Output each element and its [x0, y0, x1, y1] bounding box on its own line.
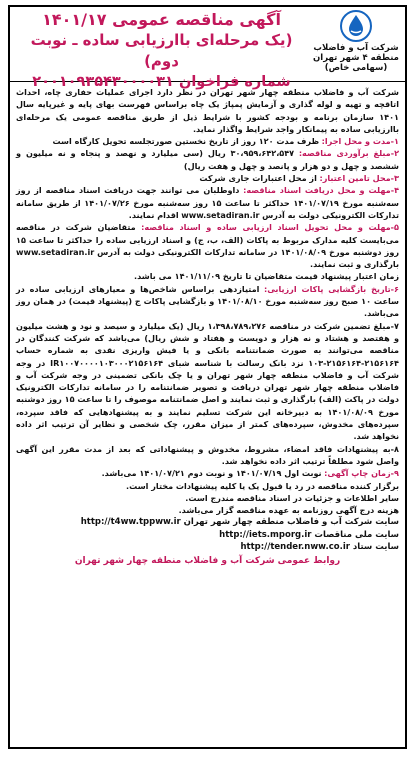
item-4-tail: اقدام نمایند. [128, 209, 179, 220]
validity-note: زمان اعتبار پیشنهاد قیمت متقاضیان تا تاریخ ۱۴۰۱/۱۱/۰۹ می باشد. [134, 271, 399, 282]
site-3-label: سایت ستاد [352, 541, 399, 552]
site-3-url[interactable]: http://tender.nww.co.ir [240, 541, 350, 552]
item-4-text: داوطلبان می توانند جهت دریافت اسناد مناقصه از روز سه‌شنبه مورخ ۱۴۰۱/۰۷/۱۹ حداکثر تا ساعت ۱۵ روز سه‌شنبه مورخ ۱۴۰۱/۰۷/۲۶ از طریق سامانه تدارکات الکترونیکی دولت به آدرس [16, 185, 399, 220]
item-5 [16, 221, 399, 270]
item-4-label: ۴-مهلت و محل دریافت اسناد مناقصه: [243, 185, 400, 196]
logo-org-line-2: منطقه ۴ شهر تهران [313, 53, 399, 63]
item-5-label: ۵-مهلت و محل تحویل اسناد ارزیابی ساده و اسناد مناقصه: [141, 222, 399, 233]
item-2-text: ۳۰،۹۵۹،۶۴۲،۵۴۷ ریال (سی میلیارد و نهصد و پنجاه و نه میلیون و ششصد و چهل و دو هزار و پانصد و چهل و هفت ریال) [16, 148, 399, 171]
notice-body [10, 82, 405, 568]
item-2 [16, 147, 399, 172]
item-2-label: ۲-مبلغ برآوردی مناقصه: [298, 148, 400, 159]
water-drop-logo-icon [339, 9, 373, 43]
item-3-label: ۳-محل تامین اعتبار: [319, 173, 399, 184]
notice-header [10, 7, 405, 90]
company-logo [311, 9, 401, 73]
item-4 [16, 184, 399, 221]
site-1-label: سایت شرکت آب و فاضلاب منطقه چهار شهر تهران [183, 517, 399, 528]
item-9-label: ۹-زمان چاپ آگهی: [324, 468, 399, 479]
site-3 [16, 541, 399, 553]
item-6-label: ۶-تاریخ بازگشایی پاکات ارزیابی: [263, 283, 399, 294]
item-9 [16, 467, 399, 479]
item-3-text: از محل اعتبارات جاری شرکت [199, 173, 317, 184]
item-7: ۷-مبلغ تضمین شرکت در مناقصه ۱،۳۹۸،۷۸۹،۲۷۶ ریال (یک میلیارد و سیصد و نود و هشت میلیون و هفتصد و هشتاد و نه هزار و دویست و هفتاد و شش ریال) می‌باشد که شرکت کنندگان در مناقصه می‌توانند به صورت ضمانتنامه بانکی و یا فیش واریزی نقدی به شماره حساب ۲۱۵۶۱۶۴-۲۱۵۶۱۶۴-۱۰۳ نزد بانک رسالت با شناسه شبای IR۱۰۰۷۰۰۰۰۱۰۳۰۰۰۲۱۵۶۱۶۴ در وجه شرکت آب و فاضلاب منطقه چهار شهر تهران و یا چک بانکی تضمینی در وجه شرکت آب و فاضلاب منطقه چهار شهر تهران دریافت و تصویر ضمانتنامه را در سامانه تدارکات الکترونیک دولت در پاکت (الف) بارگذاری و ثبت نمایند و اصل ضمانتنامه موصوف را تا ساعت ۱۵ روز دوشنبه مورخ ۱۴۰۱/۰۸/۰۹ به دبیرخانه این شرکت تسلیم نمایند و به پیشنهادهایی که فاقد سپرده، سپرده‌های مخدوش، سپرده‌های کمتر از میزان مقرر، چک شخصی و نظایر آن ترتیب اثر داده نخواهد شد. [16, 320, 399, 442]
logo-org-line-3: (سهامی خاص) [324, 63, 388, 73]
site-1-url[interactable]: http://t4ww.tppww.ir [80, 517, 181, 528]
item-9-text: نوبت اول ۱۴۰۱/۰۷/۱۹ و نوبت دوم ۱۴۰۱/۰۷/۲۱ می‌باشد. [101, 468, 322, 479]
note-2: سایر اطلاعات و جزئیات در اسناد مناقصه مندرج است. [185, 492, 399, 503]
site-1 [16, 516, 399, 528]
site-2 [16, 529, 399, 541]
item-5-tail: بارگذاری و ثبت نمایند. [310, 259, 399, 270]
notice-subtitle: (یک مرحله‌ای باارزیابی ساده ـ نوبت دوم) [30, 31, 293, 70]
site-2-label: سایت ملی مناقصات [314, 529, 399, 540]
site-2-url[interactable]: http://iets.mporg.ir [219, 529, 312, 540]
call-number: شماره فراخوان ۲۰۰۱۰۹۳۵۴۳۰۰۰۰۳۱ [32, 74, 291, 90]
title-block [14, 9, 309, 93]
tender-notice [8, 5, 407, 749]
item-4-url: www.setadiran.ir [181, 209, 260, 220]
item-3 [16, 172, 399, 184]
notice-title: آگهی مناقصه عمومی ۱۴۰۱/۱۷ [42, 10, 281, 29]
item-1 [16, 135, 399, 147]
note-3: هزینه درج آگهی روزنامه به عهده مناقصه گزار می‌باشد. [178, 505, 399, 516]
item-5-text: متقاضیان شرکت در مناقصه می‌بایست کلیه مدارک مربوط به پاکات (الف، ب، ج) و اسناد ارزیابی ساده را حداکثر تا ساعت ۱۵ روز دوشنبه مورخ ۱۴۰۱/۰۸/۰۹ در سامانه تدارکات الکترونیکی دولت به آدرس [16, 222, 400, 257]
footer-signature: روابط عمومی شرکت آب و فاضلاب منطقه چهار شهر تهران [74, 556, 341, 567]
item-1-label: ۱-مدت و محل اجرا: [321, 136, 399, 147]
item-1-text: ظرف مدت ۱۲۰ روز از تاریخ نخستین صورتجلسه تحویل کارگاه است [52, 136, 320, 147]
item-8: ۸-به پیشنهادات فاقد امضاء، مشروط، مخدوش و پیشنهاداتی که بعد از مدت مقرر این آگهی واصل شود مطلقاً ترتیب اثر داده نخواهد شد. [16, 443, 399, 466]
item-6 [16, 283, 399, 320]
intro-paragraph: شرکت آب و فاضلاب منطقه چهار شهر تهران در نظر دارد اجرای عملیات حفاری چاه، احداث اتاقچه و تهیه و لوله گذاری و آزمایش پمپاژ یک چاه براساس فهرست بهای پایه و غیرپایه سال ۱۴۰۱ سازمان برنامه و بودجه کشور با شرایط ذیل از طریق مناقصه عمومی یک مرحله‌ای باارزیابی ساده به پیمانکار واجد شرایط واگذار نماید. [16, 87, 399, 134]
item-6-text: امتیازدهی براساس شاخص‌ها و معیارهای ارزیابی ساده در ساعت ۱۰ صبح روز سه‌شنبه مورخ ۱۴۰۱/۰۸/۱۰ و بازگشایی پاکات ج (پیشنهاد قیمت) در همان روز می‌باشد. [16, 283, 399, 319]
item-5-url: www.setadiran.ir [16, 246, 95, 257]
logo-org-line-1: شرکت آب و فاضلاب [313, 43, 399, 53]
note-1: برگزار کننده مناقصه در رد یا قبول یک یا کلیه پیشنهادات مختار است. [126, 480, 399, 491]
